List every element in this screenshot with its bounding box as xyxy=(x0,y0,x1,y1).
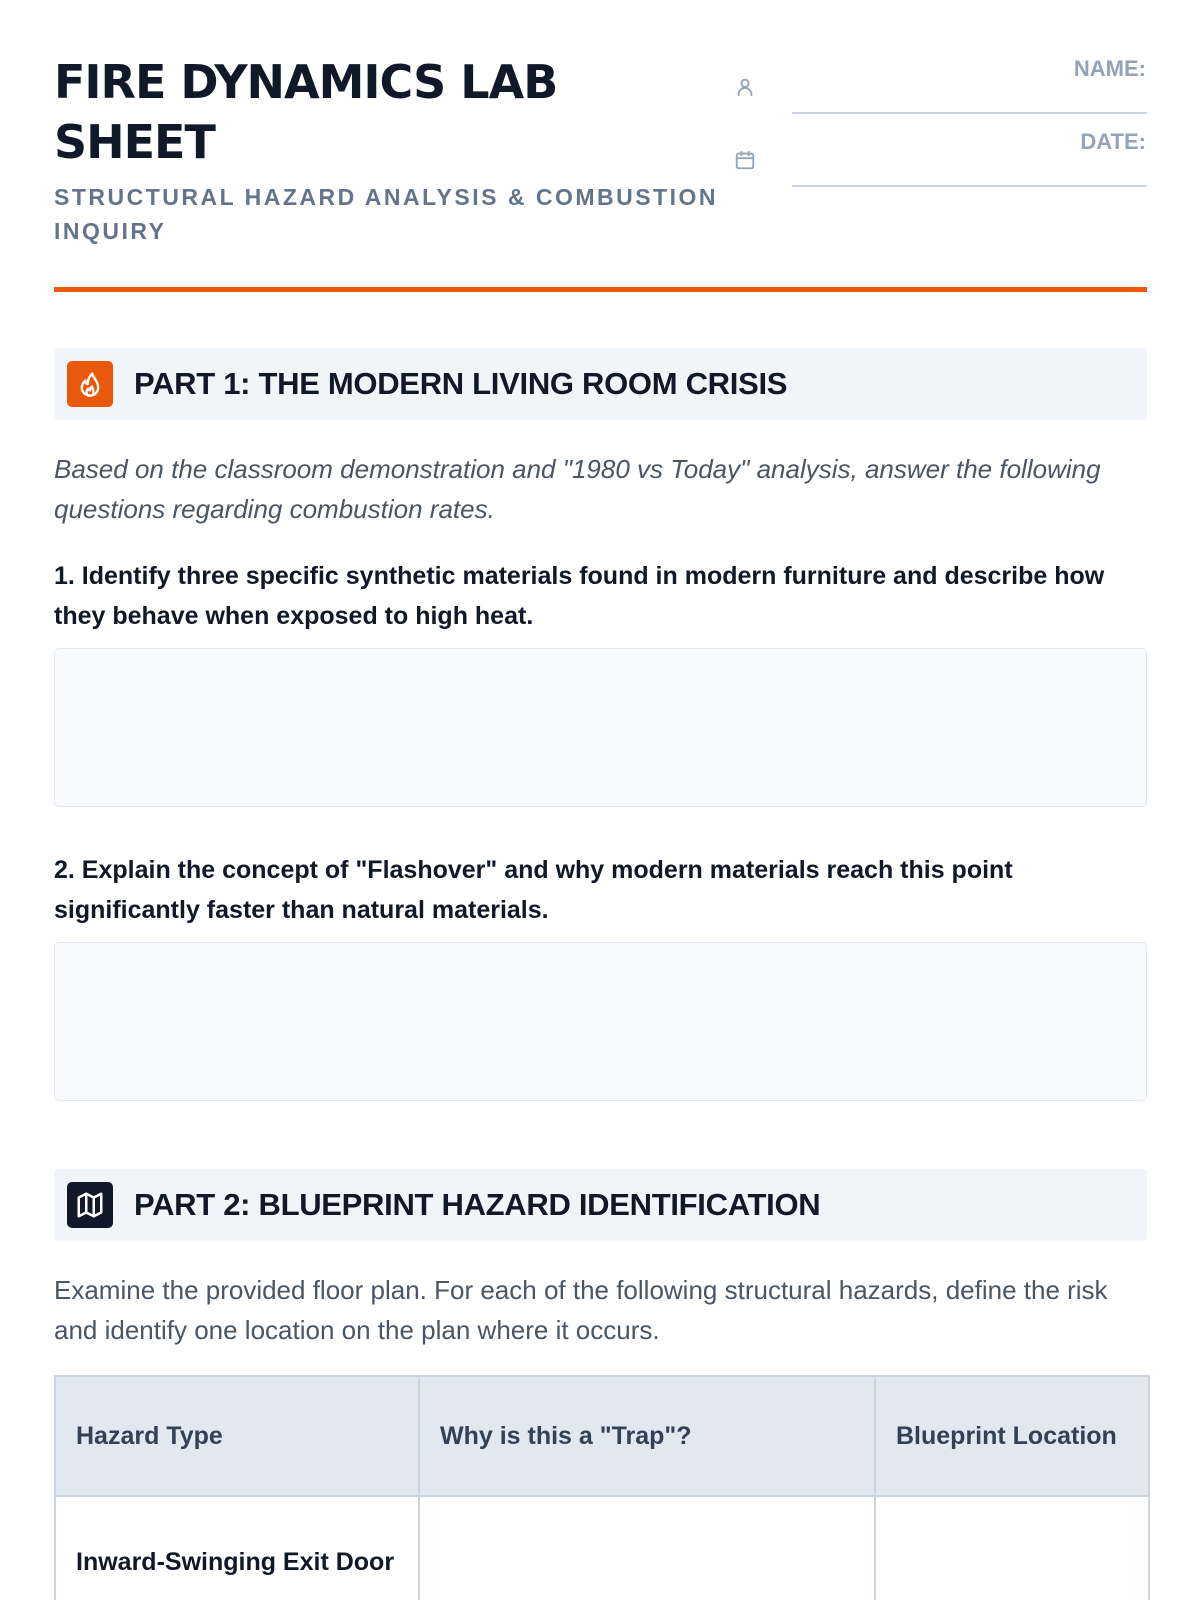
question-1: 1. Identify three specific synthetic materials found in modern furniture and describe how they behave when exposed to high heat. xyxy=(54,562,1105,630)
question-2: 2. Explain the concept of "Flashover" and why modern materials reach this point significantly faster than natural materials. xyxy=(54,856,1013,924)
date-label: DATE: xyxy=(1080,129,1146,154)
calendar-icon xyxy=(734,149,756,171)
table-row xyxy=(55,1496,1149,1600)
part1-badge xyxy=(67,361,113,407)
name-field[interactable] xyxy=(792,112,1147,114)
part2-intro: Examine the provided floor plan. For each of the following structural hazards, define the risk and identify one location on the plan where it occurs. xyxy=(54,1275,1108,1345)
header-divider xyxy=(54,287,1147,292)
col-header-blueprint-location: Blueprint Location xyxy=(875,1376,1149,1496)
part1-header xyxy=(54,348,1147,420)
part2-badge xyxy=(67,1182,113,1228)
flame-icon xyxy=(76,370,104,398)
why-trap-cell[interactable] xyxy=(419,1496,875,1600)
part2-header xyxy=(54,1169,1147,1241)
table-header-row xyxy=(55,1376,1149,1496)
hazard-type-cell: Inward-Swinging Exit Door xyxy=(55,1496,419,1600)
name-label: NAME: xyxy=(1073,56,1146,81)
page-subtitle: STRUCTURAL HAZARD ANALYSIS & COMBUSTION INQUIRY xyxy=(54,184,718,244)
map-icon xyxy=(75,1190,105,1220)
hazard-table xyxy=(54,1375,1150,1600)
part2-title: PART 2: BLUEPRINT HAZARD IDENTIFICATION xyxy=(134,1187,821,1222)
col-header-why-trap: Why is this a "Trap"? xyxy=(419,1376,875,1496)
answer-box-1[interactable] xyxy=(54,648,1147,807)
date-field[interactable] xyxy=(792,185,1147,187)
answer-box-2[interactable] xyxy=(54,942,1147,1101)
col-header-hazard-type: Hazard Type xyxy=(55,1376,419,1496)
page-title: FIRE DYNAMICS LAB SHEET xyxy=(54,55,558,169)
part1-intro: Based on the classroom demonstration and "1980 vs Today" analysis, answer the following questions regarding combustion rates. xyxy=(54,454,1101,524)
part1-title: PART 1: THE MODERN LIVING ROOM CRISIS xyxy=(134,366,788,401)
blueprint-location-cell[interactable] xyxy=(875,1496,1149,1600)
user-icon xyxy=(734,76,756,98)
